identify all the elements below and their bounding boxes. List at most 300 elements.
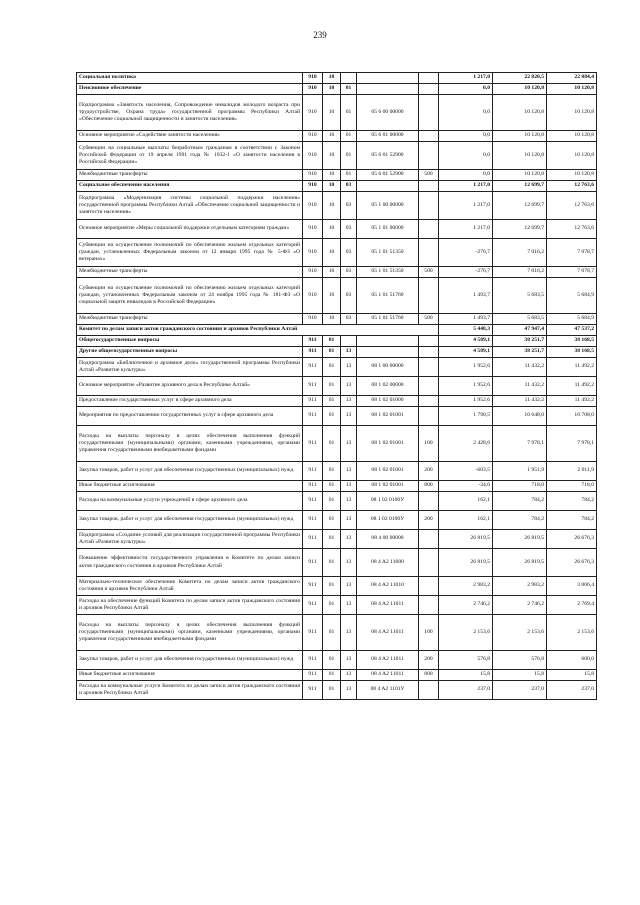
row-amount-1-cell: -276,7 [439,267,493,278]
table-row [77,336,597,347]
row-amount-3-cell: 11 492,2 [547,358,597,377]
row-amount-1-cell: 1 217,0 [439,181,493,192]
row-expense-type-cell: 500 [419,267,439,278]
row-target-article-cell: 05 6 01 52900 [357,170,419,181]
row-name-cell: Основное мероприятие «Меры социальной поддержки отдельным категориям граждан» [77,220,303,239]
row-subsection-cell: 01 [341,170,357,181]
row-expense-type-cell [419,407,439,426]
row-target-article-cell: 08 1 02 0100У [357,511,419,530]
table-row [77,481,597,492]
table-row [77,278,597,314]
row-amount-3-cell: 10 120,8 [547,142,597,170]
row-expense-type-cell [419,549,439,577]
row-expense-type-cell [419,577,439,596]
row-subsection-cell: 13 [341,577,357,596]
table-row [77,681,597,700]
row-target-article-cell: 05 6 01 52900 [357,142,419,170]
row-amount-2-cell: 5 683,5 [493,314,547,325]
row-expense-type-cell [419,681,439,700]
row-subsection-cell: 13 [341,670,357,681]
row-target-article-cell: 05 1 01 51760 [357,278,419,314]
row-section-cell: 01 [323,377,341,396]
row-amount-3-cell: 5 684,9 [547,278,597,314]
row-amount-3-cell: 12 763,6 [547,220,597,239]
row-target-article-cell: 08 1 02 01001 [357,407,419,426]
row-target-article-cell [357,181,419,192]
row-subsection-cell: 03 [341,278,357,314]
table-row [77,73,597,84]
row-target-article-cell: 05 6 01 00000 [357,131,419,142]
row-amount-1-cell: 1 790,5 [439,407,493,426]
row-subsection-cell: 13 [341,407,357,426]
row-target-article-cell: 08 1 02 01001 [357,462,419,481]
row-amount-3-cell: 3 006,4 [547,577,597,596]
row-gov-cell: 910 [303,142,323,170]
row-amount-1-cell: 2 746,2 [439,596,493,615]
row-target-article-cell: 08 1 02 0100У [357,492,419,511]
row-name-cell: Подпрограмма «Занятость населения, Сопровождение инвалидов молодого возраста при трудоустройстве, Охрана труда» государственной программы Республики Алтай «Обеспечение социальной защищенности и занятости населения» [77,95,303,131]
row-amount-3-cell: 237,0 [547,681,597,700]
row-amount-2-cell: 11 432,2 [493,396,547,407]
row-amount-2-cell: 7 978,1 [493,426,547,462]
row-section-cell: 10 [323,73,341,84]
row-amount-2-cell: 15,8 [493,670,547,681]
table-row [77,181,597,192]
table-row [77,530,597,549]
row-section-cell: 10 [323,131,341,142]
row-amount-3-cell: 10 120,8 [547,84,597,95]
row-target-article-cell: 08 4 A2 11010 [357,577,419,596]
row-subsection-cell: 13 [341,426,357,462]
row-section-cell: 10 [323,192,341,220]
row-expense-type-cell [419,220,439,239]
row-amount-3-cell: 26 676,3 [547,530,597,549]
row-name-cell: Закупка товаров, работ и услуг для обеспечения государственных (муниципальных) нужд [77,651,303,670]
row-amount-2-cell: 1 951,9 [493,462,547,481]
row-expense-type-cell: 200 [419,511,439,530]
table-row [77,462,597,481]
row-section-cell: 01 [323,596,341,615]
row-amount-2-cell: 2 153,6 [493,615,547,651]
row-amount-2-cell: 11 432,2 [493,358,547,377]
row-gov-cell: 911 [303,681,323,700]
row-amount-3-cell: 22 884,4 [547,73,597,84]
row-expense-type-cell: 100 [419,615,439,651]
row-amount-3-cell: 2 769,4 [547,596,597,615]
row-subsection-cell: 13 [341,462,357,481]
table-row [77,358,597,377]
row-gov-cell: 911 [303,615,323,651]
row-name-cell: Закупка товаров, работ и услуг для обеспечения государственных (муниципальных) нужд [77,511,303,530]
row-gov-cell: 911 [303,462,323,481]
row-gov-cell: 911 [303,426,323,462]
row-subsection-cell [341,336,357,347]
row-gov-cell: 910 [303,84,323,95]
table-row [77,347,597,358]
row-subsection-cell [341,73,357,84]
table-row [77,95,597,131]
row-expense-type-cell [419,377,439,396]
table-row [77,84,597,95]
row-section-cell: 01 [323,358,341,377]
row-amount-2-cell: 10 120,8 [493,170,547,181]
row-amount-3-cell: 2 153,6 [547,615,597,651]
row-amount-3-cell: 47 537,2 [547,325,597,336]
row-name-cell: Основное мероприятие «Содействие занятости населения» [77,131,303,142]
row-amount-1-cell: 162,1 [439,511,493,530]
row-expense-type-cell [419,492,439,511]
row-amount-2-cell: 10 120,8 [493,142,547,170]
row-target-article-cell: 08 4 00 00000 [357,530,419,549]
row-amount-1-cell: 1 493,7 [439,278,493,314]
table-row [77,670,597,681]
row-gov-cell: 910 [303,192,323,220]
table-row [77,492,597,511]
row-gov-cell: 910 [303,181,323,192]
table-row [77,325,597,336]
row-expense-type-cell: 200 [419,462,439,481]
row-name-cell: Подпрограмма «Создание условий для реализации государственной программы Республики Алтай «Развитие культуры» [77,530,303,549]
row-amount-3-cell: 10 120,8 [547,95,597,131]
row-section-cell: 01 [323,651,341,670]
row-expense-type-cell: 100 [419,426,439,462]
row-amount-2-cell: 7 016,2 [493,267,547,278]
row-section-cell: 10 [323,314,341,325]
row-amount-2-cell: 10 120,8 [493,131,547,142]
row-amount-3-cell: 12 763,6 [547,181,597,192]
table-row [77,396,597,407]
row-gov-cell: 911 [303,530,323,549]
table-row [77,142,597,170]
row-target-article-cell [357,336,419,347]
table-row [77,511,597,530]
row-gov-cell: 911 [303,577,323,596]
row-amount-1-cell: 1 952,6 [439,396,493,407]
row-name-cell: Расходы на коммунальные услуги учреждений в сфере архивного дела [77,492,303,511]
row-section-cell: 01 [323,681,341,700]
row-amount-3-cell: 600,0 [547,651,597,670]
row-subsection-cell: 13 [341,377,357,396]
row-target-article-cell: 05 1 01 51350 [357,239,419,267]
row-name-cell: Общегосударственные вопросы [77,336,303,347]
row-expense-type-cell: 500 [419,170,439,181]
row-gov-cell: 911 [303,670,323,681]
row-name-cell: Межбюджетные трансферты [77,170,303,181]
table-row [77,651,597,670]
row-amount-1-cell: 26 819,5 [439,530,493,549]
row-amount-3-cell: 5 684,9 [547,314,597,325]
table-row [77,220,597,239]
row-amount-1-cell: 0,0 [439,131,493,142]
row-expense-type-cell [419,278,439,314]
row-section-cell: 01 [323,511,341,530]
row-subsection-cell: 01 [341,131,357,142]
row-target-article-cell: 05 1 01 51760 [357,314,419,325]
row-amount-2-cell: 11 432,2 [493,377,547,396]
row-subsection-cell: 13 [341,358,357,377]
row-subsection-cell: 03 [341,239,357,267]
row-target-article-cell [357,73,419,84]
row-amount-1-cell: 1 493,7 [439,314,493,325]
row-section-cell: 10 [323,170,341,181]
row-section-cell: 10 [323,142,341,170]
row-target-article-cell [357,347,419,358]
budget-table-body [77,73,597,700]
row-gov-cell: 910 [303,314,323,325]
row-section-cell: 01 [323,615,341,651]
row-amount-2-cell: 12 699,7 [493,192,547,220]
row-section-cell: 10 [323,239,341,267]
row-subsection-cell: 01 [341,84,357,95]
row-expense-type-cell [419,84,439,95]
row-subsection-cell: 13 [341,681,357,700]
row-amount-1-cell: -34,6 [439,481,493,492]
row-amount-1-cell: 576,8 [439,651,493,670]
row-subsection-cell: 13 [341,396,357,407]
row-subsection-cell: 03 [341,220,357,239]
row-subsection-cell: 13 [341,347,357,358]
row-gov-cell: 910 [303,267,323,278]
row-section-cell: 01 [323,670,341,681]
row-section-cell: 01 [323,407,341,426]
row-target-article-cell: 05 1 00 00000 [357,192,419,220]
row-target-article-cell: 08 1 02 01000 [357,396,419,407]
row-expense-type-cell [419,530,439,549]
row-amount-3-cell: 12 763,6 [547,192,597,220]
row-subsection-cell: 13 [341,530,357,549]
row-expense-type-cell [419,181,439,192]
row-subsection-cell: 13 [341,511,357,530]
row-section-cell: 01 [323,336,341,347]
row-section-cell: 01 [323,549,341,577]
row-amount-2-cell: 2 746,2 [493,596,547,615]
row-amount-2-cell: 10 120,8 [493,95,547,131]
budget-table [76,72,597,700]
row-name-cell: Повышение эффективности государственного управления в Комитете по делам записи актов гражданского состояния и архивов Республики Алтай [77,549,303,577]
row-amount-2-cell: 576,8 [493,651,547,670]
row-expense-type-cell [419,142,439,170]
row-amount-2-cell: 237,0 [493,681,547,700]
row-name-cell: Социальное обеспечение населения [77,181,303,192]
row-subsection-cell: 13 [341,492,357,511]
row-amount-2-cell: 47 947,4 [493,325,547,336]
row-amount-1-cell: 0,0 [439,170,493,181]
row-expense-type-cell [419,95,439,131]
row-expense-type-cell [419,131,439,142]
row-target-article-cell: 08 1 02 01001 [357,426,419,462]
table-row [77,239,597,267]
row-gov-cell: 910 [303,220,323,239]
row-gov-cell: 910 [303,73,323,84]
table-row [77,549,597,577]
row-gov-cell: 910 [303,278,323,314]
row-name-cell: Межбюджетные трансферты [77,314,303,325]
row-amount-1-cell: 1 217,0 [439,192,493,220]
row-amount-3-cell: 7 078,7 [547,239,597,267]
row-name-cell: Субвенции на осуществление полномочий по обеспечению жильем отдельных категорий граждан, установленных Федеральным законом от 12 января 1995 года № 5-ФЗ «О ветеранах» [77,239,303,267]
row-gov-cell: 910 [303,239,323,267]
row-amount-2-cell: 7 016,2 [493,239,547,267]
row-name-cell: Пенсионное обеспечение [77,84,303,95]
row-amount-2-cell: 38 251,7 [493,336,547,347]
row-amount-1-cell: 0,0 [439,95,493,131]
row-expense-type-cell [419,396,439,407]
row-amount-2-cell: 12 699,7 [493,220,547,239]
table-row [77,577,597,596]
table-row [77,170,597,181]
row-amount-3-cell: 26 676,3 [547,549,597,577]
row-amount-3-cell: 15,8 [547,670,597,681]
row-expense-type-cell [419,347,439,358]
row-subsection-cell: 01 [341,95,357,131]
row-gov-cell: 910 [303,131,323,142]
row-name-cell: Социальная политика [77,73,303,84]
row-gov-cell: 911 [303,596,323,615]
row-amount-2-cell: 2 983,2 [493,577,547,596]
row-amount-1-cell: 26 819,5 [439,549,493,577]
row-gov-cell: 911 [303,407,323,426]
row-target-article-cell: 05 1 01 51350 [357,267,419,278]
row-gov-cell: 910 [303,170,323,181]
row-amount-1-cell: 2 983,2 [439,577,493,596]
row-amount-3-cell: 10 708,0 [547,407,597,426]
row-amount-1-cell: -276,7 [439,239,493,267]
row-amount-2-cell: 10 120,8 [493,84,547,95]
table-row [77,131,597,142]
row-expense-type-cell [419,73,439,84]
table-row [77,615,597,651]
page-number: 239 [313,30,327,40]
row-target-article-cell: 08 4 A2 1101У [357,681,419,700]
row-amount-1-cell: 1 217,0 [439,220,493,239]
row-amount-3-cell: 7 078,7 [547,267,597,278]
row-target-article-cell: 05 6 00 00000 [357,95,419,131]
row-section-cell: 10 [323,95,341,131]
row-target-article-cell: 08 4 A2 11011 [357,596,419,615]
row-subsection-cell: 03 [341,267,357,278]
row-subsection-cell: 13 [341,596,357,615]
row-amount-2-cell: 26 819,5 [493,549,547,577]
table-row [77,192,597,220]
row-amount-3-cell: 38 168,5 [547,347,597,358]
row-name-cell: Закупка товаров, работ и услуг для обеспечения государственных (муниципальных) нужд [77,462,303,481]
row-section-cell: 01 [323,462,341,481]
row-target-article-cell: 08 1 00 00000 [357,358,419,377]
row-name-cell: Иные бюджетные ассигнования [77,481,303,492]
row-name-cell: Межбюджетные трансферты [77,267,303,278]
row-name-cell: Субвенции на социальные выплаты безработным гражданам в соответствии с Законом Российской Федерации от 19 апреля 1991 года № 1032-1 «О занятости населения в Российской Федерации» [77,142,303,170]
row-amount-1-cell: 4 589,1 [439,347,493,358]
row-amount-1-cell: 2 153,6 [439,615,493,651]
row-amount-1-cell: 1 217,0 [439,73,493,84]
row-name-cell: Расходы на обеспечение функций Комитета по делам записи актов гражданского состояния и архивов Республики Алтай [77,596,303,615]
table-row [77,377,597,396]
row-amount-3-cell: 784,2 [547,511,597,530]
row-target-article-cell: 08 4 A2 11011 [357,670,419,681]
row-expense-type-cell [419,239,439,267]
row-section-cell: 01 [323,577,341,596]
row-amount-1-cell: 15,8 [439,670,493,681]
row-section-cell: 01 [323,530,341,549]
row-amount-2-cell: 22 820,5 [493,73,547,84]
row-target-article-cell: 08 1 02 01001 [357,481,419,492]
row-amount-2-cell: 26 819,5 [493,530,547,549]
row-name-cell: Подпрограмма «Библиотечное и архивное дело» государственной программы Республики Алтай «Развитие культуры» [77,358,303,377]
row-gov-cell: 911 [303,347,323,358]
row-gov-cell: 911 [303,549,323,577]
row-target-article-cell: 08 4 A2 11011 [357,615,419,651]
row-name-cell: Расходы на коммунальные услуги Комитета по делам записи актов гражданского состояния и архивов Республики Алтай [77,681,303,700]
row-amount-2-cell: 784,2 [493,492,547,511]
row-amount-3-cell: 784,2 [547,492,597,511]
row-target-article-cell: 05 1 01 00000 [357,220,419,239]
row-amount-3-cell: 2 011,9 [547,462,597,481]
row-gov-cell: 911 [303,358,323,377]
row-subsection-cell: 13 [341,615,357,651]
row-gov-cell: 911 [303,377,323,396]
row-amount-1-cell: 5 448,3 [439,325,493,336]
row-name-cell: Основное мероприятие «Развитие архивного дела в Республике Алтай» [77,377,303,396]
row-section-cell: 10 [323,220,341,239]
row-amount-3-cell: 10 120,8 [547,170,597,181]
row-name-cell: Расходы на выплаты персоналу в целях обеспечения выполнения функций государственными (муниципальными) органами, казенными учреждениями, органами управления государственными внебюджетными фондами [77,426,303,462]
row-section-cell: 01 [323,347,341,358]
row-amount-1-cell: 1 952,6 [439,358,493,377]
row-gov-cell: 911 [303,396,323,407]
row-section-cell: 10 [323,84,341,95]
row-amount-2-cell: 5 683,5 [493,278,547,314]
row-subsection-cell: 01 [341,142,357,170]
row-amount-2-cell: 38 251,7 [493,347,547,358]
row-amount-1-cell: 2 428,6 [439,426,493,462]
row-amount-1-cell: 237,0 [439,681,493,700]
row-expense-type-cell: 800 [419,670,439,681]
row-name-cell: Подпрограмма «Модернизация системы социальной поддержки населения» государственной программы Республики Алтай «Обеспечение социальной защищенности и занятости населения» [77,192,303,220]
row-target-article-cell: 08 4 A2 11011 [357,651,419,670]
row-gov-cell: 911 [303,336,323,347]
table-row [77,407,597,426]
row-subsection-cell: 03 [341,314,357,325]
row-section-cell: 01 [323,396,341,407]
row-expense-type-cell: 200 [419,651,439,670]
table-row [77,314,597,325]
table-row [77,596,597,615]
row-name-cell: Предоставление государственных услуг в сфере архивного дела [77,396,303,407]
row-subsection-cell: 03 [341,181,357,192]
row-name-cell: Субвенции на осуществление полномочий по обеспечению жильем отдельных категорий граждан, установленных Федеральным законом от 24 ноября 1995 года № 181-ФЗ «О социальной защите инвалидов в Российской Федерации» [77,278,303,314]
row-subsection-cell: 03 [341,192,357,220]
row-amount-3-cell: 11 492,2 [547,377,597,396]
row-amount-3-cell: 10 120,8 [547,131,597,142]
row-subsection-cell: 13 [341,481,357,492]
row-name-cell: Комитет по делам записи актов гражданского состояния и архивов Республики Алтай [77,325,439,336]
row-section-cell: 01 [323,481,341,492]
row-amount-1-cell: 0,0 [439,84,493,95]
row-gov-cell: 911 [303,511,323,530]
row-subsection-cell: 13 [341,651,357,670]
row-expense-type-cell [419,596,439,615]
row-target-article-cell: 08 4 A2 11000 [357,549,419,577]
row-expense-type-cell [419,336,439,347]
table-row [77,426,597,462]
row-amount-2-cell: 10 648,0 [493,407,547,426]
row-gov-cell: 911 [303,481,323,492]
row-amount-1-cell: 162,1 [439,492,493,511]
row-target-article-cell [357,84,419,95]
row-expense-type-cell [419,358,439,377]
row-expense-type-cell: 500 [419,314,439,325]
row-name-cell: Расходы на выплаты персоналу в целях обеспечения выполнения функций государственными (муниципальными) органами, казенными учреждениями, органами управления государственными внебюджетными фондами [77,615,303,651]
